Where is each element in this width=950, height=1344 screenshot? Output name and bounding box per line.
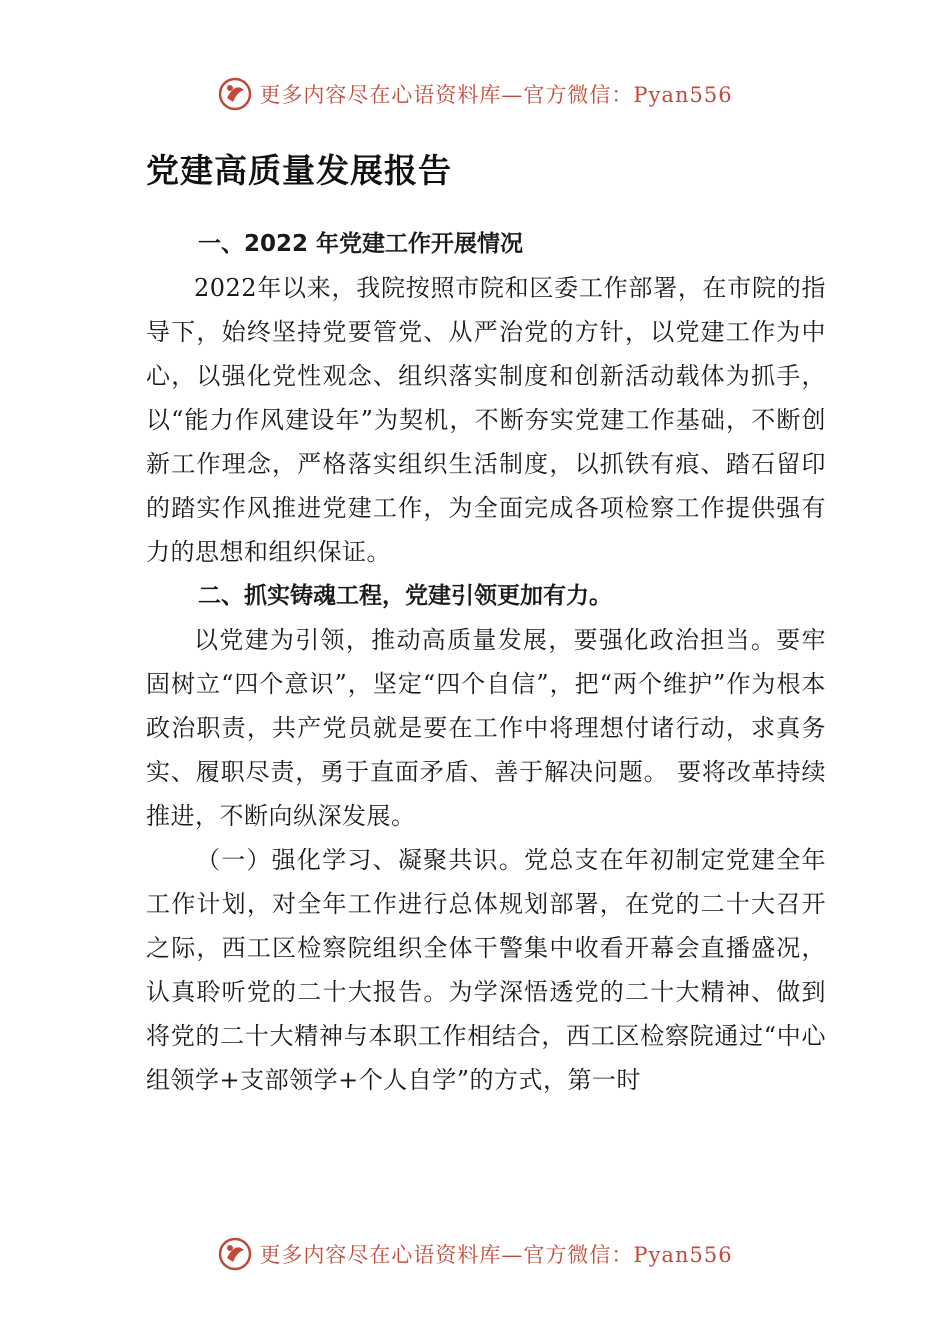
logo-icon <box>217 76 253 112</box>
paragraph: （一）强化学习、凝聚共识。党总支在年初制定党建全年工作计划，对全年工作进行总体规划部署，在党的二十大召开之际，西工区检察院组织全体干警集中收看开幕会直播盛况，认真聆听党的二十大报告。为学深悟透党的二十大精神、做到将党的二十大精神与本职工作相结合，西工区检察院通过“中心组领学+支部领学+个人自学”的方式，第一时 <box>146 846 826 1094</box>
watermark-text: 更多内容尽在心语资料库—官方微信：Pyan556 <box>259 83 733 107</box>
paragraph: 2022年以来，我院按照市院和区委工作部署，在市院的指导下，始终坚持党要管党、从严治党的方针，以党建工作为中心，以强化党性观念、组织落实制度和创新活动载体为抓手，以“能力作风建设年”为契机，不断夯实党建工作基础，不断创新工作理念，严格落实组织生活制度，以抓铁有痕、踏石留印的踏实作风推进党建工作，为全面完成各项检察工作提供强有力的思想和组织保证。 <box>146 274 826 566</box>
logo-icon <box>217 1236 253 1272</box>
watermark-banner-top <box>0 72 950 116</box>
section-heading: 二、抓实铸魂工程，党建引领更加有力。 <box>198 583 612 609</box>
document-body <box>146 222 826 1102</box>
watermark-text: 更多内容尽在心语资料库—官方微信：Pyan556 <box>259 1243 733 1267</box>
paragraph: 以党建为引领，推动高质量发展，要强化政治担当。要牢固树立“四个意识”，坚定“四个自信”，把“两个维护”作为根本政治职责，共产党员就是要在工作中将理想付诸行动，求真务实、履职尽责，勇于直面矛盾、善于解决问题。 要将改革持续推进，不断向纵深发展。 <box>146 626 826 830</box>
watermark-banner-bottom <box>0 1232 950 1276</box>
document-title: 党建高质量发展报告 <box>146 151 452 190</box>
section-heading: 一、2022 年党建工作开展情况 <box>198 231 524 257</box>
